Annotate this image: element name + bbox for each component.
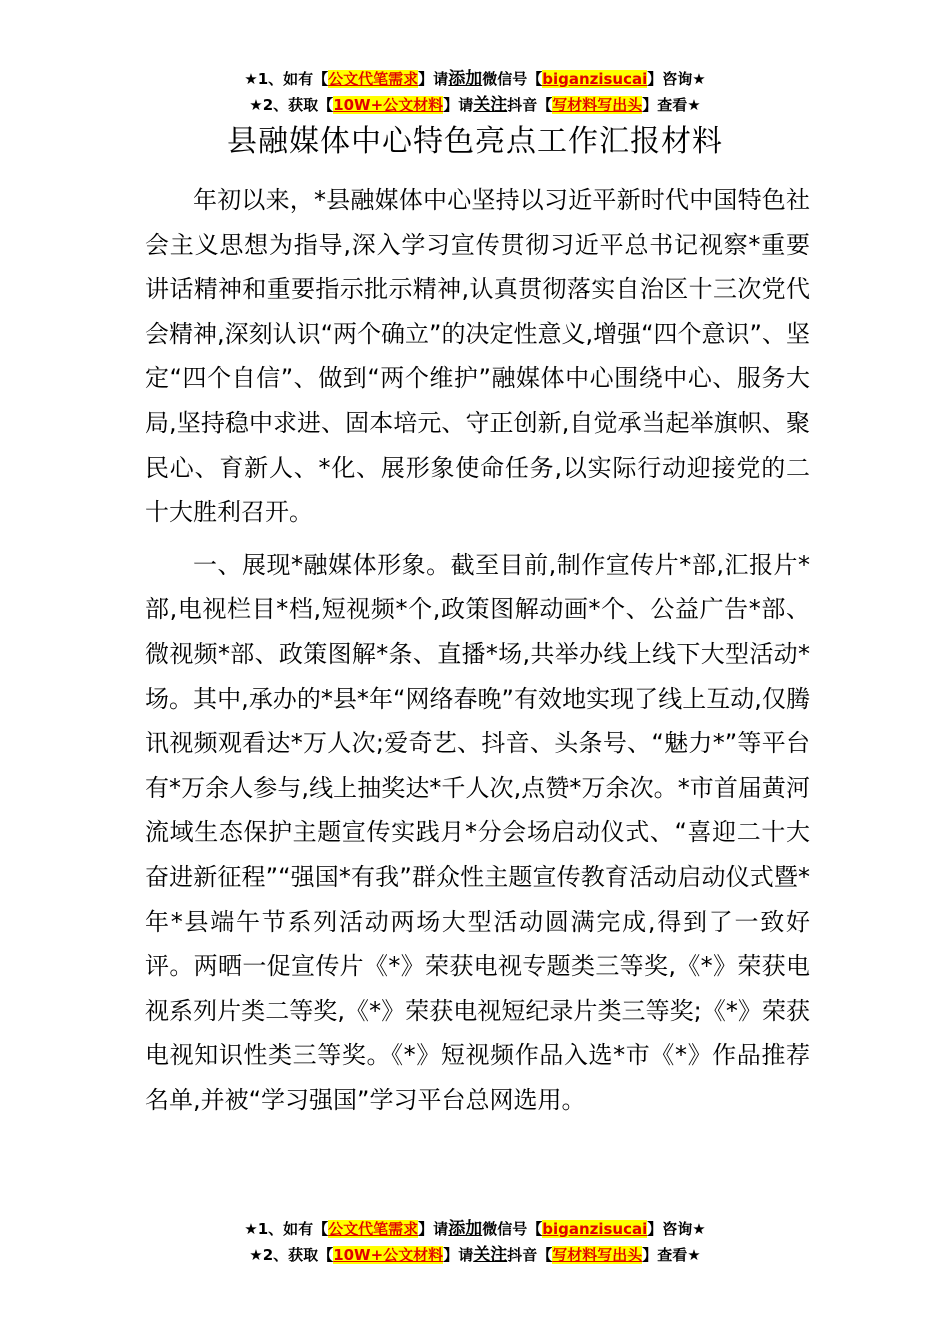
promo-highlight-service: 公文代笔需求 [328, 70, 419, 88]
promo-highlight-materials: 10W+公文材料 [333, 96, 444, 114]
promo-line-1: ★1、如有【公文代笔需求】请添加微信号【biganzisucai】咨询★ [244, 69, 706, 89]
promo-wechat-id: biganzisucai [542, 70, 648, 88]
promo-highlight-materials: 10W+公文材料 [333, 1246, 444, 1264]
document-title: 县融媒体中心特色亮点工作汇报材料 [227, 124, 723, 159]
promo-wechat-id: biganzisucai [542, 1220, 648, 1238]
document-body [145, 178, 810, 1122]
promo-line-2: ★2、获取【10W+公文材料】请关注抖音【写材料写出头】查看★ [249, 95, 701, 115]
promo-line-1: ★1、如有【公文代笔需求】请添加微信号【biganzisucai】咨询★ [244, 1219, 706, 1239]
header-promo-banner [0, 66, 950, 118]
promo-line-2: ★2、获取【10W+公文材料】请关注抖音【写材料写出头】查看★ [249, 1245, 701, 1265]
promo-douyin-account: 写材料写出头 [552, 1246, 643, 1264]
promo-douyin-account: 写材料写出头 [552, 96, 643, 114]
footer-promo-banner [0, 1216, 950, 1268]
paragraph-section-1: 一、展现*融媒体形象。截至目前,制作宣传片*部,汇报片*部,电视栏目*档,短视频*个,政策图解动画*个、公益广告*部、微视频*部、政策图解*条、直播*场,共举办线上线下大型活动*场。其中,承办的*县*年“网络春晚”有效地实现了线上互动,仅腾讯视频观看达*万人次;爱奇艺、抖音、头条号、“魅力*”等平台有*万余人参与,线上抽奖达*千人次,点赞*万余次。*市首届黄河流域生态保护主题宣传实践月*分会场启动仪式、“喜迎二十大奋进新征程”“强国*有我”群众性主题宣传教育活动启动仪式暨*年*县端午节系列活动两场大型活动圆满完成,得到了一致好评。两晒一促宣传片《*》荣获电视专题类三等奖,《*》荣获电视系列片类二等奖,《*》荣获电视短纪录片类三等奖;《*》荣获电视知识性类三等奖。《*》短视频作品入选*市《*》作品推荐名单,并被“学习强国”学习平台总网选用。 [145, 550, 810, 1114]
promo-highlight-service: 公文代笔需求 [328, 1220, 419, 1238]
paragraph-intro: 年初以来，*县融媒体中心坚持以习近平新时代中国特色社会主义思想为指导,深入学习宣传贯彻习近平总书记视察*重要讲话精神和重要指示批示精神,认真贯彻落实自治区十三次党代会精神,深刻认识“两个确立”的决定性意义,增强“四个意识”、坚定“四个自信”、做到“两个维护”融媒体中心围绕中心、服务大局,坚持稳中求进、固本培元、守正创新,自觉承当起举旗帜、聚民心、育新人、*化、展形象使命任务,以实际行动迎接党的二十大胜利召开。 [145, 186, 810, 527]
